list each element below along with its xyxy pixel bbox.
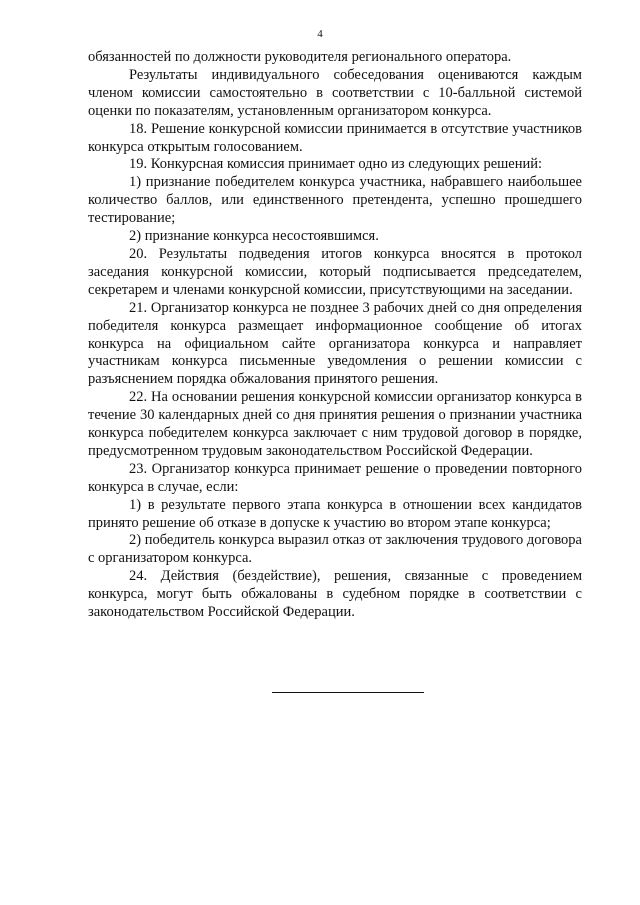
paragraph-continuation: обязанностей по должности руководителя регионального оператора. [88, 49, 512, 65]
paragraph-interview-scoring: Результаты индивидуального собеседования оцениваются каждым членом комиссии самостоятельно в соответствии с 10-балльной системой оценки по показателям, установленным организатором конкурса. [88, 66, 582, 119]
paragraph-19-item-1: 1) признание победителем конкурса участника, набравшего наибольшее количество баллов, или единственного претендента, успешно прошедшего тестирование; [88, 174, 582, 227]
paragraph-21: 21. Организатор конкурса не позднее 3 рабочих дней со дня определения победителя конкурса размещает информационное сообщение об итогах конкурса на официальном сайте организатора конкурса и направляет участникам конкурса письменные уведомления о решении комиссии с разъяснением порядка обжалования принятого решения. [88, 299, 582, 388]
paragraph-23-item-2: 2) победитель конкурса выразил отказ от заключения трудового договора с организатором конкурса. [88, 532, 582, 567]
paragraph-18: 18. Решение конкурсной комиссии принимается в отсутствие участников конкурса открытым голосованием. [88, 120, 582, 155]
paragraph-22: 22. На основании решения конкурсной комиссии организатор конкурса в течение 30 календарных дней со дня принятия решения о признании участника конкурса победителем конкурса заключает с ним трудовой договор в порядке, предусмотренном трудовым законодательством Российской Федерации. [88, 389, 582, 459]
paragraph-20: 20. Результаты подведения итогов конкурса вносятся в протокол заседания конкурсной комиссии, который подписывается председателем, секретарем и членами конкурсной комиссии, присутствующими на заседании. [88, 245, 582, 298]
end-of-document-rule [272, 692, 424, 693]
paragraph-19: 19. Конкурсная комиссия принимает одно из следующих решений: [129, 156, 543, 173]
document-body [88, 49, 582, 622]
paragraph-23: 23. Организатор конкурса принимает решение о проведении повторного конкурса в случае, если: [88, 460, 582, 495]
paragraph-24: 24. Действия (бездействие), решения, связанные с проведением конкурса, могут быть обжалованы в судебном порядке в соответствии с законодательством Российской Федерации. [88, 568, 582, 621]
paragraph-23-item-1: 1) в результате первого этапа конкурса в отношении всех кандидатов принято решение об отказе в допуске к участию во втором этапе конкурса; [88, 496, 582, 531]
paragraph-19-item-2: 2) признание конкурса несостоявшимся. [129, 228, 379, 245]
page-number: 4 [317, 28, 323, 40]
